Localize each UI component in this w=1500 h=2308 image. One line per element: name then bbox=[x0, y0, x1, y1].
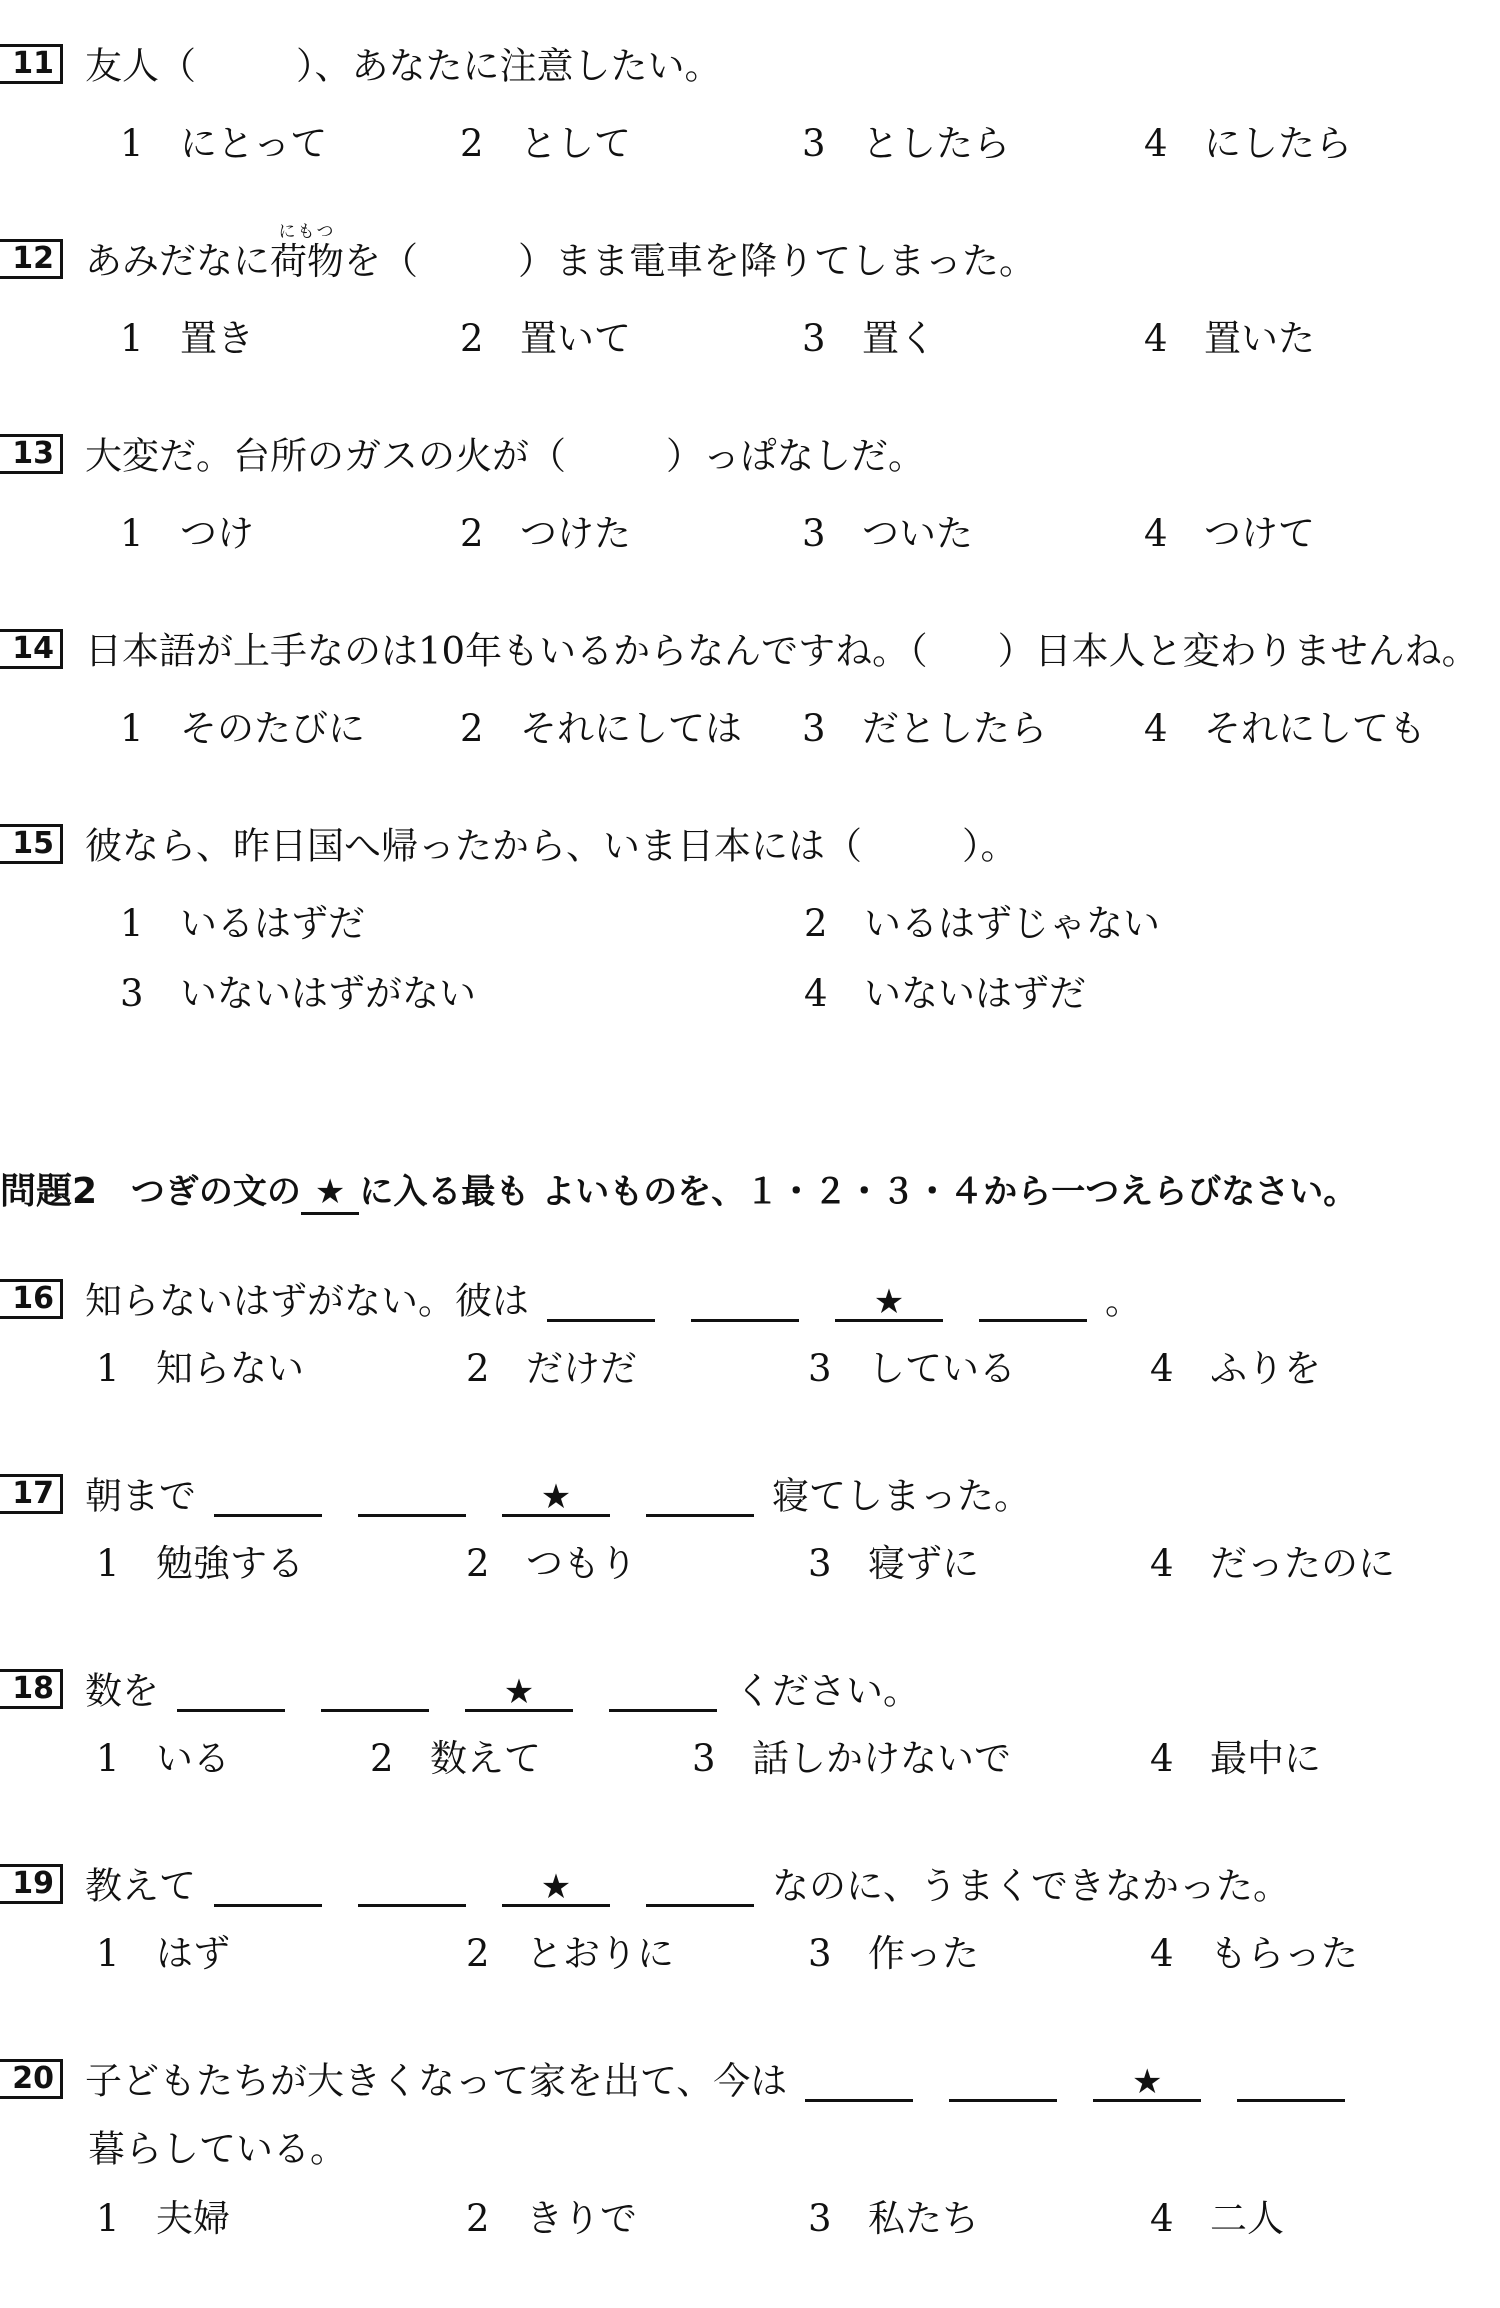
option-1[interactable]: 1 勉強する bbox=[96, 1542, 304, 1585]
furigana: にもつ bbox=[278, 221, 336, 242]
question-stem-end: ください。 bbox=[735, 1669, 920, 1713]
option-3[interactable]: 3 私たち bbox=[808, 2197, 979, 2240]
option-4[interactable]: 4 もらった bbox=[1150, 1932, 1358, 1975]
option-2[interactable]: 2 だけだ bbox=[466, 1347, 637, 1390]
star-answer-blank[interactable] bbox=[465, 1671, 573, 1712]
question-number: 12 bbox=[0, 239, 63, 279]
star-icon: ★ bbox=[503, 1672, 535, 1712]
answer-blank[interactable] bbox=[805, 2061, 913, 2102]
option-2[interactable]: 2 きりで bbox=[466, 2197, 637, 2240]
question-number: 13 bbox=[0, 434, 63, 474]
option-3[interactable]: 3 置く bbox=[802, 317, 936, 360]
question-stem-start: 友人（ bbox=[85, 44, 196, 88]
answer-blank[interactable] bbox=[214, 1476, 322, 1517]
question-stem-end: 。 bbox=[1105, 1279, 1142, 1323]
option-4[interactable]: 4 だったのに bbox=[1150, 1542, 1395, 1585]
option-2[interactable]: 2 つけた bbox=[460, 512, 631, 555]
star-answer-blank[interactable] bbox=[502, 1476, 610, 1517]
option-1[interactable]: 1 置き bbox=[120, 317, 254, 360]
option-2[interactable]: 2 とおりに bbox=[466, 1932, 674, 1975]
question-stem-end: 寝てしまった。 bbox=[772, 1474, 1031, 1518]
question-number: 14 bbox=[0, 629, 63, 669]
question-number: 15 bbox=[0, 824, 63, 864]
question-number: 19 bbox=[0, 1864, 63, 1904]
option-2[interactable]: 2 置いて bbox=[460, 317, 631, 360]
question-stem-mid: を（ bbox=[344, 239, 418, 283]
option-4[interactable]: 4 二人 bbox=[1150, 2197, 1284, 2240]
answer-blank[interactable] bbox=[358, 1476, 466, 1517]
option-1[interactable]: 1 にとって bbox=[120, 122, 328, 165]
option-3[interactable]: 3 いないはずがない bbox=[120, 972, 476, 1015]
option-3[interactable]: 3 話しかけないで bbox=[692, 1737, 1011, 1780]
option-2[interactable]: 2 つもり bbox=[466, 1542, 637, 1585]
question-stem-end: ）、あなたに注意したい。 bbox=[296, 44, 722, 88]
question-stem-start: 朝まで bbox=[85, 1474, 196, 1518]
option-3[interactable]: 3 している bbox=[808, 1347, 1016, 1390]
answer-blank[interactable] bbox=[321, 1671, 429, 1712]
option-2[interactable]: 2 それにしては bbox=[460, 707, 742, 750]
star-answer-blank[interactable] bbox=[502, 1866, 610, 1907]
option-3[interactable]: 3 作った bbox=[808, 1932, 979, 1975]
section-2-instruction bbox=[0, 1168, 1357, 1216]
question-stem-start: 知らないはずがない。彼は bbox=[85, 1279, 529, 1323]
option-1[interactable]: 1 いるはずだ bbox=[120, 902, 365, 945]
star-icon: ★ bbox=[540, 1477, 572, 1517]
option-3[interactable]: 3 だとしたら bbox=[802, 707, 1047, 750]
star-icon: ★ bbox=[540, 1867, 572, 1907]
option-1[interactable]: 1 夫婦 bbox=[96, 2197, 230, 2240]
answer-blank[interactable] bbox=[214, 1866, 322, 1907]
section-label: 問題2 bbox=[0, 1171, 98, 1212]
option-4[interactable]: 4 いないはずだ bbox=[804, 972, 1086, 1015]
option-1[interactable]: 1 知らない bbox=[96, 1347, 304, 1390]
option-3[interactable]: 3 寝ずに bbox=[808, 1542, 979, 1585]
answer-blank[interactable] bbox=[358, 1866, 466, 1907]
star-answer-blank[interactable] bbox=[1093, 2061, 1201, 2102]
ruby-word: にもつ 荷物 bbox=[270, 238, 344, 286]
option-4[interactable]: 4 最中に bbox=[1150, 1737, 1321, 1780]
answer-blank[interactable] bbox=[979, 1281, 1087, 1322]
answer-blank[interactable] bbox=[1237, 2061, 1345, 2102]
option-2[interactable]: 2 として bbox=[460, 122, 631, 165]
question-stem-start: 彼なら、昨日国へ帰ったから、いま日本には（ bbox=[85, 824, 862, 868]
question-stem-start: 大変だ。台所のガスの火が（ bbox=[85, 434, 566, 478]
option-4[interactable]: 4 それにしても bbox=[1144, 707, 1426, 750]
star-icon: ★ bbox=[1132, 2062, 1163, 2102]
question-number: 17 bbox=[0, 1474, 63, 1514]
question-stem-end: ）日本人と変わりませんね。 bbox=[997, 629, 1479, 673]
question-number: 20 bbox=[0, 2059, 63, 2099]
answer-blank[interactable] bbox=[691, 1281, 799, 1322]
option-1[interactable]: 1 そのたびに bbox=[120, 707, 365, 750]
question-stem-end: ）っぱなしだ。 bbox=[666, 434, 925, 478]
question-stem-end: ）。 bbox=[962, 824, 1018, 868]
question-stem-line2: 暮らしている。 bbox=[88, 2127, 347, 2171]
option-4[interactable]: 4 ふりを bbox=[1150, 1347, 1321, 1390]
star-answer-blank[interactable] bbox=[835, 1281, 943, 1322]
option-4[interactable]: 4 にしたら bbox=[1144, 122, 1352, 165]
question-stem-end: なのに、うまくできなかった。 bbox=[772, 1864, 1290, 1908]
answer-blank[interactable] bbox=[177, 1671, 285, 1712]
answer-blank[interactable] bbox=[609, 1671, 717, 1712]
option-1[interactable]: 1 いる bbox=[96, 1737, 230, 1780]
question-stem-start: 教えて bbox=[85, 1864, 196, 1908]
option-4[interactable]: 4 置いた bbox=[1144, 317, 1315, 360]
question-stem-start: 日本語が上手なのは10年もいるからなんですね。（ bbox=[85, 629, 928, 673]
question-stem-start: 子どもたちが大きくなって家を出て、今は bbox=[85, 2059, 788, 2103]
star-icon: ★ bbox=[314, 1172, 346, 1212]
question-stem-end: ）まま電車を降りてしまった。 bbox=[518, 239, 1036, 283]
star-icon: ★ bbox=[873, 1282, 905, 1322]
question-number: 16 bbox=[0, 1279, 63, 1319]
option-3[interactable]: 3 としたら bbox=[802, 122, 1010, 165]
question-number: 11 bbox=[0, 44, 63, 84]
answer-blank[interactable] bbox=[646, 1476, 754, 1517]
option-1[interactable]: 1 はず bbox=[96, 1932, 230, 1975]
star-blank bbox=[301, 1172, 359, 1215]
question-stem-start: あみだなに bbox=[85, 239, 270, 283]
option-1[interactable]: 1 つけ bbox=[120, 512, 254, 555]
instruction-text-start: つぎの文の bbox=[130, 1172, 301, 1212]
option-4[interactable]: 4 つけて bbox=[1144, 512, 1315, 555]
option-2[interactable]: 2 数えて bbox=[370, 1737, 541, 1780]
question-stem-start: 数を bbox=[85, 1669, 159, 1713]
answer-blank[interactable] bbox=[547, 1281, 655, 1322]
answer-blank[interactable] bbox=[949, 2061, 1057, 2102]
option-3[interactable]: 3 ついた bbox=[802, 512, 973, 555]
instruction-text-end: に入る最も よいものを、１・２・３・４から一つえらびなさい。 bbox=[359, 1172, 1358, 1212]
option-2[interactable]: 2 いるはずじゃない bbox=[804, 902, 1160, 945]
question-number: 18 bbox=[0, 1669, 63, 1709]
answer-blank[interactable] bbox=[646, 1866, 754, 1907]
